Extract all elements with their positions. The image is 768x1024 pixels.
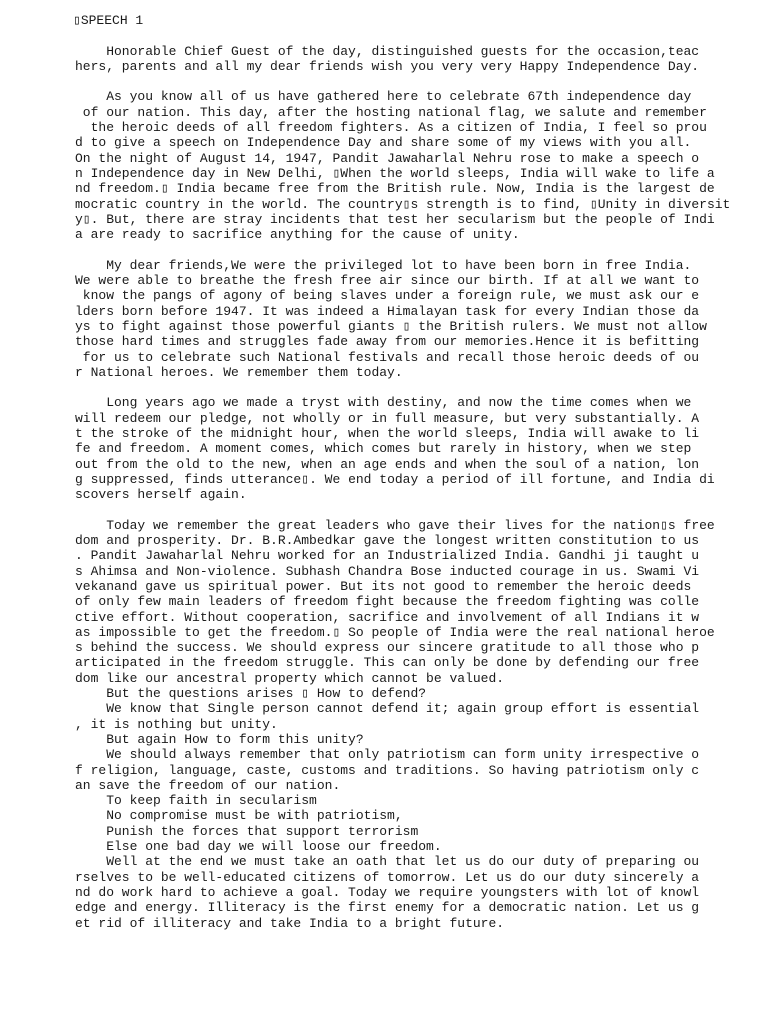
text-line: of our nation. This day, after the hosting national flag, we salute and remember — [75, 104, 707, 120]
text-line: articipated in the freedom struggle. This can only be done by defending our free — [75, 655, 700, 671]
paragraph-break — [75, 503, 715, 518]
text-line: of only few main leaders of freedom fight because the freedom fighting was colle — [75, 594, 700, 610]
text-line: We should always remember that only patriotism can form unity irrespective o — [75, 747, 700, 763]
text-line: y▯. But, there are stray incidents that test her secularism but the people of Indi — [75, 211, 715, 227]
text-line: dom and prosperity. Dr. B.R.Ambedkar gave the longest written constitution to us — [75, 533, 700, 549]
paragraph-break — [75, 380, 715, 395]
text-line: an save the freedom of our nation. — [75, 777, 341, 793]
text-line: the heroic deeds of all freedom fighters. As a citizen of India, I feel so prou — [75, 120, 707, 136]
text-line: Today we remember the great leaders who gave their lives for the nation▯s free — [75, 517, 715, 533]
text-line: rselves to be well-educated citizens of tomorrow. Let us do our duty sincerely a — [75, 869, 700, 885]
text-line: scovers herself again. — [75, 487, 247, 503]
text-line: a are ready to sacrifice anything for the cause of unity. — [75, 227, 520, 243]
text-line: n Independence day in New Delhi, ▯When the world sleeps, India will wake to life a — [75, 165, 715, 181]
text-line: We know that Single person cannot defend it; again group effort is essential — [75, 701, 700, 717]
text-line: d to give a speech on Independence Day and share some of my views with you all. — [75, 135, 692, 151]
text-line: But again How to form this unity? — [75, 731, 364, 747]
text-line: f religion, language, caste, customs and traditions. So having patriotism only c — [75, 762, 700, 778]
paragraph-break — [75, 242, 715, 257]
text-line: vekanand gave us spiritual power. But its not good to remember the heroic deeds — [75, 578, 692, 594]
text-line: s Ahimsa and Non-violence. Subhash Chandra Bose inducted courage in us. Swami Vi — [75, 563, 700, 579]
text-line: will redeem our pledge, not wholly or in full measure, but very substantially. A — [75, 410, 700, 426]
text-line: . Pandit Jawaharlal Nehru worked for an Industrialized India. Gandhi ji taught u — [75, 548, 700, 564]
text-line: edge and energy. Illiteracy is the first enemy for a democratic nation. Let us g — [75, 900, 700, 916]
text-line: To keep faith in secularism — [75, 793, 317, 809]
text-line: as impossible to get the freedom.▯ So people of India were the real national heroe — [75, 624, 715, 640]
text-line: out from the old to the new, when an age ends and when the soul of a nation, lon — [75, 456, 700, 472]
text-line: fe and freedom. A moment comes, which comes but rarely in history, when we step — [75, 441, 692, 457]
text-line: Well at the end we must take an oath that let us do our duty of preparing ou — [75, 854, 700, 870]
text-line: t the stroke of the midnight hour, when the world sleeps, India will awake to li — [75, 426, 700, 442]
text-line: As you know all of us have gathered here to celebrate 67th independence day — [75, 89, 692, 105]
document-page — [73, 13, 731, 931]
text-line: My dear friends,We were the privileged lot to have been born in free India. — [75, 257, 692, 273]
text-line: , it is nothing but unity. — [75, 716, 278, 732]
text-line: s behind the success. We should express our sincere gratitude to all those who p — [75, 640, 700, 656]
text-line: g suppressed, finds utterance▯. We end today a period of ill fortune, and India di — [75, 471, 715, 487]
text-line: dom like our ancestral property which cannot be valued. — [75, 670, 505, 686]
document-body — [75, 43, 731, 931]
text-line: On the night of August 14, 1947, Pandit Jawaharlal Nehru rose to make a speech o — [75, 150, 700, 166]
text-line: ctive effort. Without cooperation, sacrifice and involvement of all Indians it w — [75, 609, 700, 625]
text-line: those hard times and struggles fade away from our memories.Hence it is befitting — [75, 334, 700, 350]
text-line: lders born before 1947. It was indeed a Himalayan task for every Indian those da — [75, 303, 700, 319]
text-line: nd freedom.▯ India became free from the British rule. Now, India is the largest de — [75, 181, 715, 197]
text-line: Long years ago we made a tryst with destiny, and now the time comes when we — [75, 395, 692, 411]
text-line: nd do work hard to achieve a goal. Today we require youngsters with lot of knowl — [75, 884, 700, 900]
spacer — [75, 28, 715, 43]
text-line: et rid of illiteracy and take India to a bright future. — [75, 915, 505, 931]
text-line: No compromise must be with patriotism, — [75, 808, 403, 824]
text-line: for us to celebrate such National festivals and recall those heroic deeds of ou — [75, 349, 700, 365]
paragraph-break — [75, 74, 715, 89]
text-line: ys to fight against those powerful giants ▯ the British rulers. We must not allow — [75, 318, 707, 334]
text-line: We were able to breathe the fresh free air since our birth. If at all we want to — [75, 273, 700, 289]
text-line: mocratic country in the world. The country▯s strength is to find, ▯Unity in diversit — [75, 196, 731, 212]
text-line: Punish the forces that support terrorism — [75, 823, 419, 839]
text-line: r National heroes. We remember them today. — [75, 364, 403, 380]
text-line: Else one bad day we will loose our freedom. — [75, 839, 442, 855]
text-line: know the pangs of agony of being slaves under a foreign rule, we must ask our e — [75, 288, 700, 304]
text-line: But the questions arises ▯ How to defend? — [75, 686, 427, 702]
text-line: hers, parents and all my dear friends wish you very very Happy Independence Day. — [75, 58, 700, 74]
text-line: Honorable Chief Guest of the day, distinguished guests for the occasion,teac — [75, 43, 700, 59]
document-title: ▯SPEECH 1 — [73, 13, 144, 28]
